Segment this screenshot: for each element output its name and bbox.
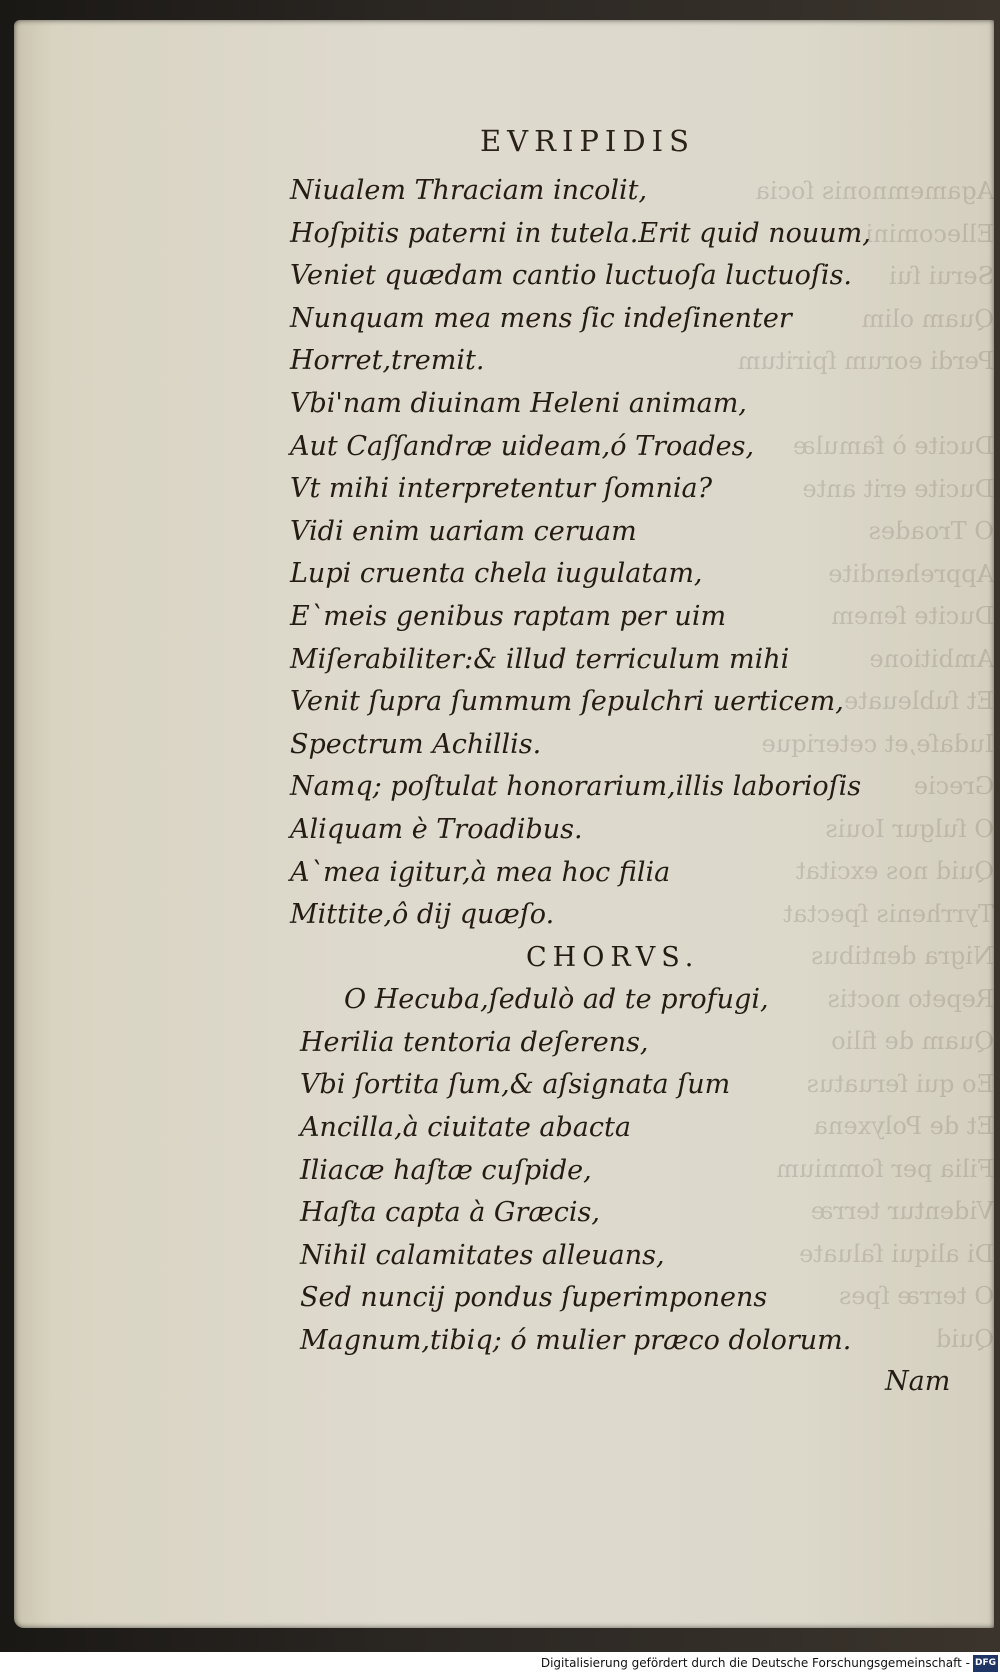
chorus-line: O Hecuba,ſedulò ad te profugi, <box>344 984 769 1016</box>
show-through-text: Agamemnonis ſocia Ellecomini Serui ſui Quam olim Perdi eorum ſpiritum Ducite ò famulæ Ducite erit ante O Troades Apprehendite Ducite ſenem Ambitione Et ſubleuate Iudaſe,et ceterique Grecie O ſulgur Iouis Quid nos excitat Tyrrhenis ſpectat Nigra dentibus Repeto noctis Quam de filio Eo qui ſeruatus Et de Polyxena Filia per ſomnium Videntur terræ Di aliqui ſaluate O terræ ſpes Quid <box>737 177 994 1353</box>
verse-line: Nunquam mea mens ſic indeſinenter <box>290 302 792 334</box>
verse-line: Vt mihi interpretentur ſomnia? <box>290 473 713 505</box>
chorus-line: Haſta capta à Græcis, <box>300 1197 600 1229</box>
verse-line: Hoſpitis paterni in tutela.Erit quid nouum, <box>290 217 871 249</box>
dfg-logo-icon: DFG <box>973 1655 998 1672</box>
digitization-footer <box>0 1652 1000 1678</box>
verse-line: Aut Caſſandræ uideam,ó Troades, <box>290 430 755 462</box>
catchword: Nam <box>885 1366 951 1397</box>
verse-line: Mittite,ô dij quæſo. <box>290 899 555 931</box>
verse-line: Veniet quædam cantio luctuoſa luctuoſis. <box>290 260 853 292</box>
chorus-line: Ancilla,à ciuitate abacta <box>300 1112 631 1144</box>
chorus-line: Sed nuncij pondus ſuperimponens <box>300 1282 768 1314</box>
verse-line: Lupi cruenta chela iugulatam, <box>290 558 703 590</box>
funding-credit: Digitalisierung gefördert durch die Deutsche Forschungsgemeinschaft - <box>540 1656 970 1670</box>
verse-line: A`mea igitur,à mea hoc filia <box>290 856 671 888</box>
chorus-line: Vbi ſortita ſum,& aſsignata ſum <box>300 1069 731 1101</box>
verse-line: Horret,tremit. <box>290 345 485 377</box>
verse-line: Niualem Thraciam incolit, <box>290 175 648 206</box>
speaker-heading: CHORVS. <box>526 941 700 973</box>
chorus-line: Herilia tentoria deſerens, <box>300 1026 649 1058</box>
chorus-line: Iliacæ haſtæ cuſpide, <box>300 1154 592 1186</box>
chorus-line: Magnum,tibiq; ó mulier præco dolorum. <box>300 1325 852 1357</box>
verse-line: Spectrum Achillis. <box>290 728 542 760</box>
verse-line: Vidi enim uariam ceruam <box>290 515 637 547</box>
verse-block <box>290 170 871 1363</box>
verse-line: Miſerabiliter:& illud terriculum mihi <box>290 643 790 675</box>
verse-line: Namq; poſtulat honorarium,illis laborioſis <box>290 771 862 803</box>
running-head: EVRIPIDIS <box>480 124 695 158</box>
chorus-line: Nihil calamitates alleuans, <box>300 1239 665 1271</box>
verse-line: Venit ſupra ſummum ſepulchri uerticem, <box>290 686 844 718</box>
verse-line: Vbi'nam diuinam Heleni animam, <box>290 387 747 419</box>
verse-line: E`meis genibus raptam per uim <box>290 600 727 632</box>
verse-line: Aliquam è Troadibus. <box>290 813 583 845</box>
